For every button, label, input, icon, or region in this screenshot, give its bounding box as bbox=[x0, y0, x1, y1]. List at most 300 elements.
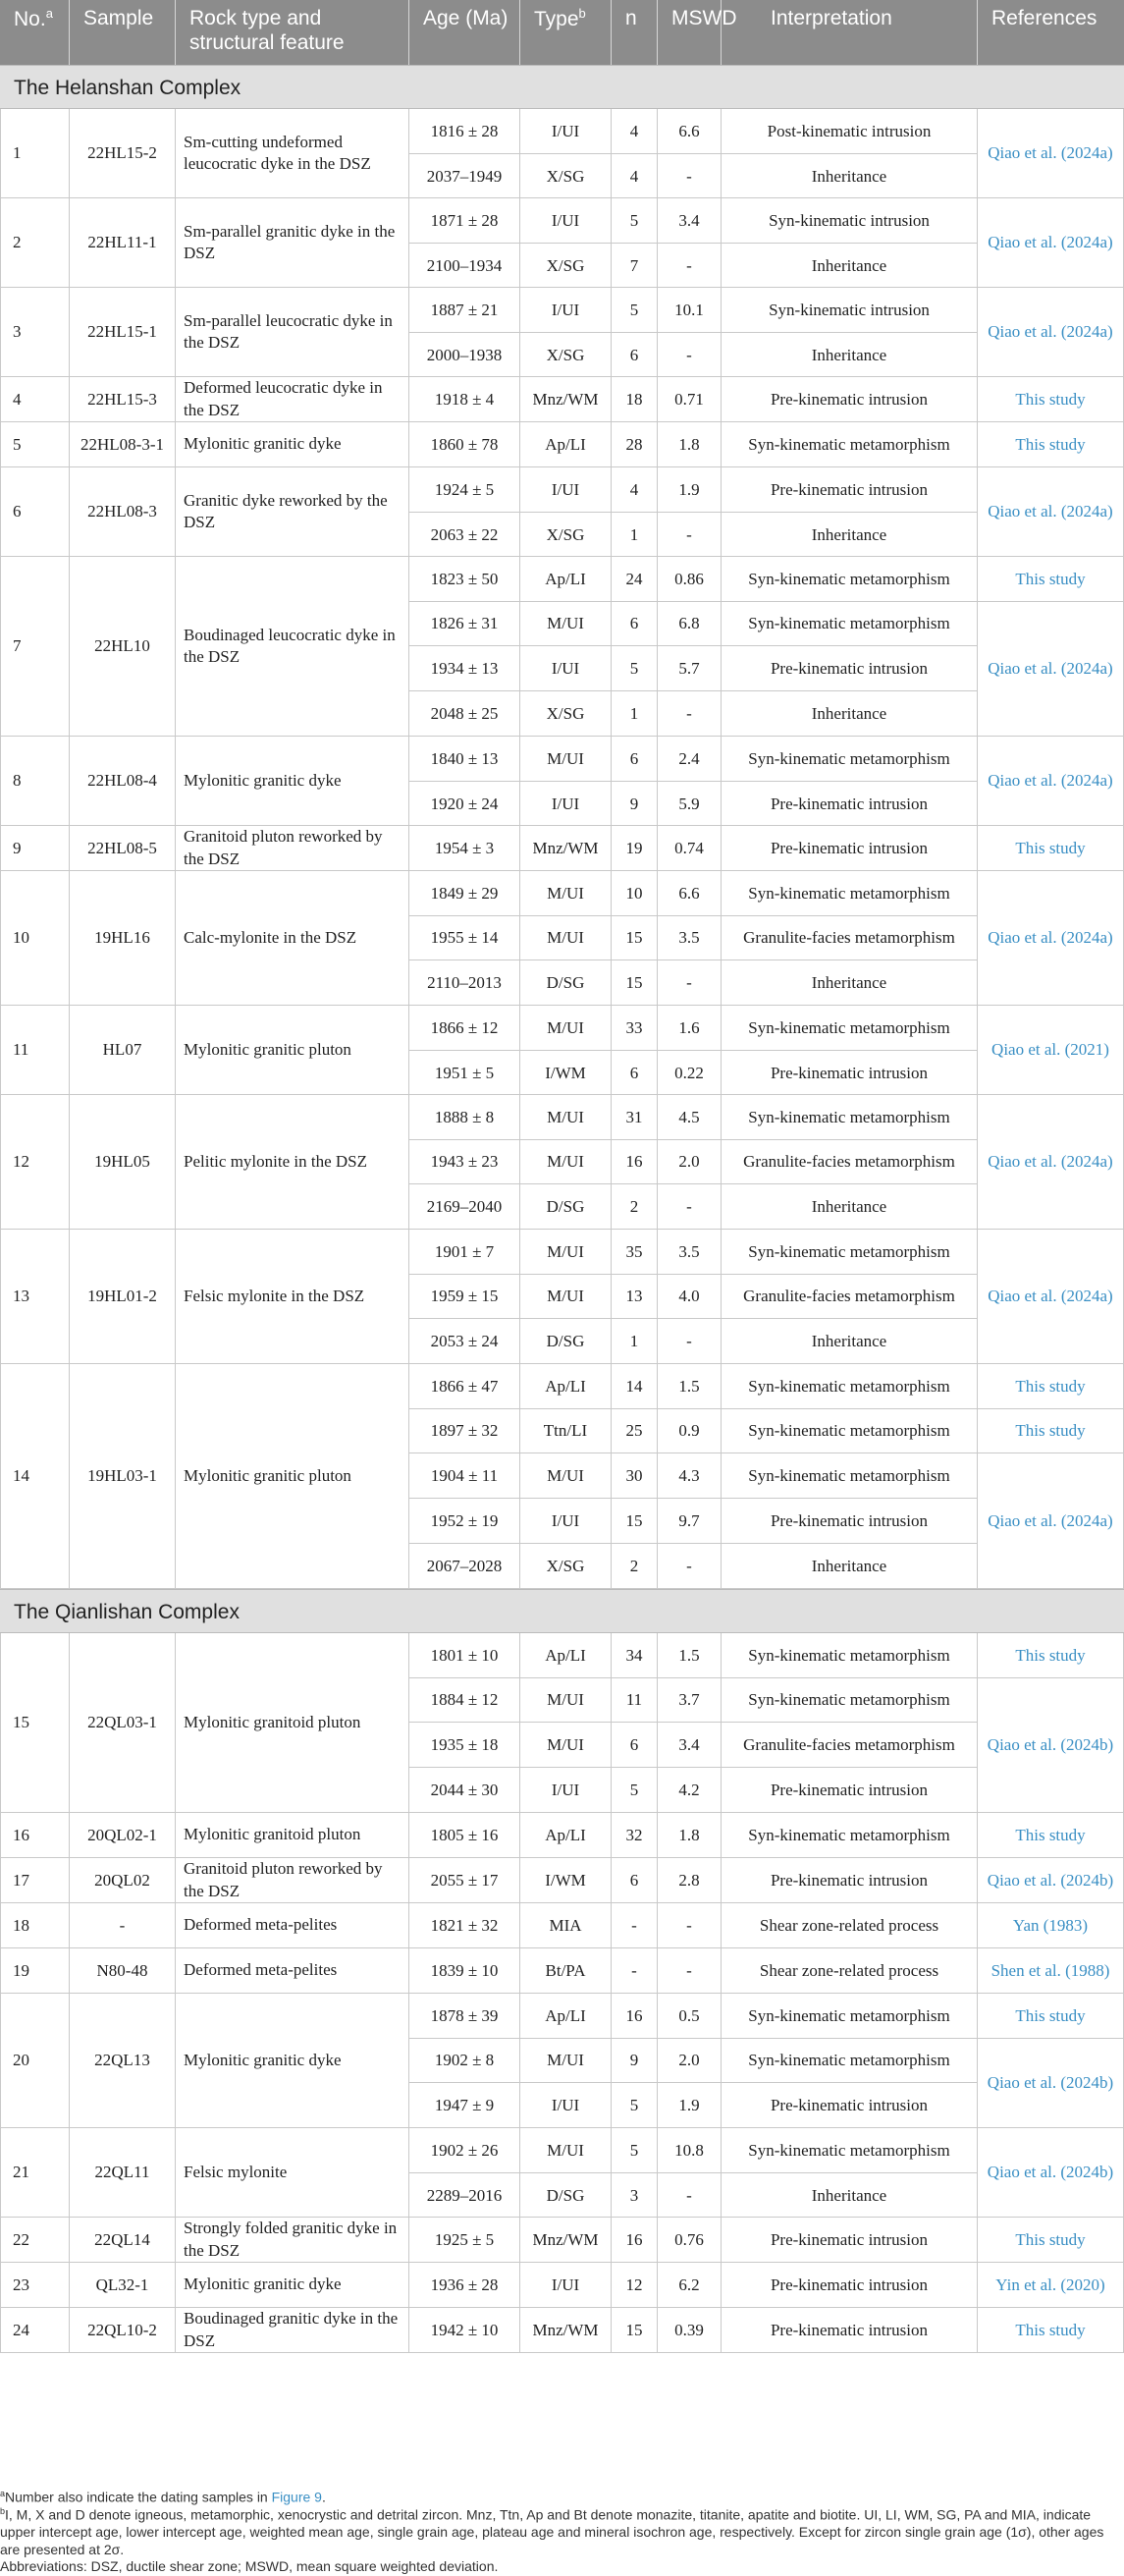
dating-type: Ap/LI bbox=[520, 1813, 612, 1858]
table-row bbox=[0, 1994, 1124, 2128]
footnote-a-text: Number also indicate the dating samples in bbox=[5, 2489, 272, 2505]
analysis-count: 5 bbox=[612, 646, 658, 690]
age-row bbox=[409, 1813, 978, 1858]
sample-number: 3 bbox=[0, 288, 70, 376]
age-row bbox=[409, 1006, 978, 1051]
dating-type: Ap/LI bbox=[520, 1364, 612, 1408]
interpretation: Inheritance bbox=[722, 154, 978, 198]
age-value: 2053 ± 24 bbox=[409, 1319, 520, 1364]
sample-number: 5 bbox=[0, 422, 70, 466]
table-row bbox=[0, 377, 1124, 422]
dating-type: M/UI bbox=[520, 1230, 612, 1274]
age-value: 2055 ± 17 bbox=[409, 1858, 520, 1903]
age-value: 2100–1934 bbox=[409, 244, 520, 288]
mswd-value: - bbox=[658, 960, 722, 1006]
interpretation: Pre-kinematic intrusion bbox=[722, 1858, 978, 1903]
sample-number: 11 bbox=[0, 1006, 70, 1094]
mswd-value: - bbox=[658, 1903, 722, 1948]
reference-link[interactable]: Yan (1983) bbox=[1012, 1915, 1089, 1935]
age-row bbox=[409, 2218, 978, 2263]
header-references: References bbox=[991, 7, 1097, 29]
references-cell bbox=[978, 737, 1124, 825]
interpretation: Pre-kinematic intrusion bbox=[722, 2083, 978, 2128]
table-row bbox=[0, 109, 1124, 198]
age-row bbox=[409, 1095, 978, 1140]
sample-number: 24 bbox=[0, 2308, 70, 2352]
dating-type: Mnz/WM bbox=[520, 2218, 612, 2263]
analysis-count: 34 bbox=[612, 1633, 658, 1677]
interpretation: Pre-kinematic intrusion bbox=[722, 1499, 978, 1543]
age-row bbox=[409, 2173, 978, 2218]
references-cell bbox=[978, 2128, 1124, 2217]
age-value: 2063 ± 22 bbox=[409, 513, 520, 557]
analysis-count: 15 bbox=[612, 916, 658, 959]
table-row bbox=[0, 2218, 1124, 2263]
age-row bbox=[409, 826, 978, 871]
sample-id: 19HL16 bbox=[70, 871, 176, 1005]
dating-type: D/SG bbox=[520, 1319, 612, 1364]
reference-link[interactable]: This study bbox=[978, 1364, 1123, 1409]
rock-type: Boudinaged leucocratic dyke in the DSZ bbox=[176, 557, 409, 736]
dating-type: I/UI bbox=[520, 1499, 612, 1543]
dating-type: I/UI bbox=[520, 782, 612, 826]
reference-link[interactable]: This study bbox=[1015, 2320, 1086, 2339]
mswd-value: 3.7 bbox=[658, 1678, 722, 1722]
sample-id: 22HL11-1 bbox=[70, 198, 176, 287]
age-value: 1952 ± 19 bbox=[409, 1499, 520, 1543]
reference-link[interactable]: This study bbox=[1015, 838, 1086, 857]
analysis-count: 5 bbox=[612, 198, 658, 243]
analysis-count: 4 bbox=[612, 154, 658, 198]
dating-type: M/UI bbox=[520, 1006, 612, 1050]
age-row bbox=[409, 1140, 978, 1184]
dating-type: MIA bbox=[520, 1903, 612, 1948]
dating-type: M/UI bbox=[520, 1453, 612, 1498]
mswd-value: 3.4 bbox=[658, 198, 722, 243]
mswd-value: 1.8 bbox=[658, 1813, 722, 1858]
mswd-value: - bbox=[658, 154, 722, 198]
age-row bbox=[409, 602, 978, 646]
reference-link[interactable]: Qiao et al. (2024a) bbox=[988, 928, 1113, 947]
sample-id: 22HL15-1 bbox=[70, 288, 176, 376]
mswd-value: 6.6 bbox=[658, 871, 722, 915]
age-value: 1943 ± 23 bbox=[409, 1140, 520, 1183]
reference-link[interactable]: This study bbox=[1015, 2229, 1086, 2249]
age-value: 1887 ± 21 bbox=[409, 288, 520, 332]
age-row bbox=[409, 1903, 978, 1948]
age-row bbox=[409, 2039, 978, 2083]
analysis-count: 13 bbox=[612, 1275, 658, 1318]
footnote-a-mark: a bbox=[0, 2489, 6, 2498]
reference-link[interactable]: This study bbox=[1015, 389, 1086, 409]
reference-link[interactable]: Qiao et al. (2024a) bbox=[988, 771, 1113, 790]
age-row bbox=[409, 1499, 978, 1544]
reference-link[interactable]: Qiao et al. (2024a) bbox=[988, 322, 1113, 341]
interpretation: Inheritance bbox=[722, 244, 978, 288]
mswd-value: 3.5 bbox=[658, 916, 722, 959]
age-row bbox=[409, 2308, 978, 2353]
reference-link[interactable]: Qiao et al. (2024a) bbox=[988, 659, 1113, 678]
dating-type: M/UI bbox=[520, 2039, 612, 2082]
analysis-count: 5 bbox=[612, 2083, 658, 2128]
references-cell bbox=[978, 1813, 1124, 1857]
dating-type: I/UI bbox=[520, 646, 612, 690]
interpretation: Syn-kinematic intrusion bbox=[722, 288, 978, 332]
interpretation: Inheritance bbox=[722, 960, 978, 1006]
age-value: 1936 ± 28 bbox=[409, 2263, 520, 2308]
analysis-count: 5 bbox=[612, 2128, 658, 2172]
dating-type: M/UI bbox=[520, 737, 612, 781]
table-row bbox=[0, 1903, 1124, 1948]
mswd-value: 4.0 bbox=[658, 1275, 722, 1318]
age-row bbox=[409, 2263, 978, 2308]
sample-id: 22HL08-5 bbox=[70, 826, 176, 870]
rock-type: Granitoid pluton reworked by the DSZ bbox=[176, 826, 409, 870]
interpretation: Inheritance bbox=[722, 1319, 978, 1364]
reference-link[interactable]: Qiao et al. (2024a) bbox=[988, 502, 1113, 521]
rock-type: Mylonitic granitoid pluton bbox=[176, 1633, 409, 1812]
sample-id: QL32-1 bbox=[70, 2263, 176, 2307]
reference-link[interactable]: Qiao et al. (2024a) bbox=[988, 1152, 1113, 1171]
analysis-count: 2 bbox=[612, 1184, 658, 1230]
dating-type: D/SG bbox=[520, 2173, 612, 2218]
age-value: 2044 ± 30 bbox=[409, 1768, 520, 1813]
age-value: 1918 ± 4 bbox=[409, 377, 520, 422]
interpretation: Inheritance bbox=[722, 2173, 978, 2218]
analysis-count: 33 bbox=[612, 1006, 658, 1050]
age-row bbox=[409, 1768, 978, 1813]
age-value: 1951 ± 5 bbox=[409, 1051, 520, 1095]
analysis-count: 6 bbox=[612, 333, 658, 377]
age-value: 1871 ± 28 bbox=[409, 198, 520, 243]
table-row bbox=[0, 1230, 1124, 1364]
interpretation: Syn-kinematic metamorphism bbox=[722, 1994, 978, 2038]
reference-link[interactable]: This study bbox=[978, 1409, 1123, 1453]
interpretation: Pre-kinematic intrusion bbox=[722, 377, 978, 422]
header-type bbox=[520, 0, 612, 65]
references-cell bbox=[978, 377, 1124, 421]
footnote-b-mark: b bbox=[0, 2506, 6, 2517]
header-no bbox=[0, 0, 70, 65]
reference-link[interactable]: Shen et al. (1988) bbox=[990, 1960, 1110, 1980]
reference-link[interactable]: Yin et al. (2020) bbox=[995, 2275, 1105, 2294]
table-row bbox=[0, 1858, 1124, 1903]
mswd-value: 5.7 bbox=[658, 646, 722, 690]
age-row bbox=[409, 1275, 978, 1319]
dating-type: D/SG bbox=[520, 960, 612, 1006]
sample-number: 1 bbox=[0, 109, 70, 197]
analysis-count: 35 bbox=[612, 1230, 658, 1274]
analysis-count: 19 bbox=[612, 826, 658, 871]
sample-number: 14 bbox=[0, 1364, 70, 1588]
references-cell bbox=[978, 467, 1124, 556]
interpretation: Syn-kinematic metamorphism bbox=[722, 1813, 978, 1858]
references-cell bbox=[978, 557, 1124, 736]
interpretation: Syn-kinematic metamorphism bbox=[722, 1409, 978, 1452]
mswd-value: - bbox=[658, 1184, 722, 1230]
age-value: 1942 ± 10 bbox=[409, 2308, 520, 2353]
analysis-count: 6 bbox=[612, 1723, 658, 1767]
references-cell bbox=[978, 1006, 1124, 1094]
reference-link[interactable]: This study bbox=[978, 1633, 1123, 1678]
dating-type: M/UI bbox=[520, 1723, 612, 1767]
sample-id: 22QL14 bbox=[70, 2218, 176, 2262]
sample-id: 19HL05 bbox=[70, 1095, 176, 1229]
age-row bbox=[409, 154, 978, 198]
rock-type: Mylonitic granitic dyke bbox=[176, 737, 409, 825]
rock-type: Sm-cutting undeformed leucocratic dyke in the DSZ bbox=[176, 109, 409, 197]
age-row bbox=[409, 198, 978, 244]
rock-type: Mylonitic granitic dyke bbox=[176, 422, 409, 466]
analysis-count: - bbox=[612, 1948, 658, 1994]
interpretation: Pre-kinematic intrusion bbox=[722, 1051, 978, 1095]
analysis-count: 3 bbox=[612, 2173, 658, 2218]
references-cell bbox=[978, 2308, 1124, 2352]
mswd-value: 2.0 bbox=[658, 2039, 722, 2082]
dating-type: I/UI bbox=[520, 2083, 612, 2128]
analysis-count: 1 bbox=[612, 1319, 658, 1364]
reference-link[interactable]: Qiao et al. (2024b) bbox=[987, 2163, 1114, 2181]
mswd-value: 9.7 bbox=[658, 1499, 722, 1543]
age-value: 1947 ± 9 bbox=[409, 2083, 520, 2128]
header-type-label: Type bbox=[534, 8, 579, 30]
reference-link[interactable]: This study bbox=[978, 557, 1123, 602]
age-row bbox=[409, 691, 978, 737]
reference-link[interactable]: Qiao et al. (2024b) bbox=[987, 2073, 1114, 2092]
references-cell bbox=[978, 1364, 1124, 1588]
interpretation: Pre-kinematic intrusion bbox=[722, 2218, 978, 2263]
mswd-value: - bbox=[658, 1544, 722, 1589]
rock-type: Mylonitic granitic pluton bbox=[176, 1006, 409, 1094]
table-header bbox=[0, 0, 1124, 65]
age-row bbox=[409, 109, 978, 154]
header-no-sup: a bbox=[45, 6, 53, 21]
mswd-value: 1.9 bbox=[658, 2083, 722, 2128]
interpretation: Pre-kinematic intrusion bbox=[722, 1768, 978, 1813]
dating-type: M/UI bbox=[520, 602, 612, 645]
interpretation: Shear zone-related process bbox=[722, 1903, 978, 1948]
table-row bbox=[0, 1948, 1124, 1994]
dating-type: Ap/LI bbox=[520, 1994, 612, 2038]
age-row bbox=[409, 871, 978, 916]
interpretation: Syn-kinematic metamorphism bbox=[722, 737, 978, 781]
interpretation: Pre-kinematic intrusion bbox=[722, 782, 978, 826]
age-value: 1920 ± 24 bbox=[409, 782, 520, 826]
mswd-value: 4.2 bbox=[658, 1768, 722, 1813]
dating-type: I/WM bbox=[520, 1858, 612, 1903]
dating-type: Mnz/WM bbox=[520, 2308, 612, 2353]
reference-link[interactable]: Qiao et al. (2024a) bbox=[988, 143, 1113, 162]
mswd-value: - bbox=[658, 244, 722, 288]
age-row bbox=[409, 916, 978, 960]
footnotes bbox=[0, 2489, 1124, 2576]
table-row bbox=[0, 2308, 1124, 2353]
mswd-value: 1.9 bbox=[658, 467, 722, 512]
age-row bbox=[409, 1858, 978, 1903]
mswd-value: 3.5 bbox=[658, 1230, 722, 1274]
dating-type: D/SG bbox=[520, 1184, 612, 1230]
dating-type: X/SG bbox=[520, 333, 612, 377]
header-n: n bbox=[612, 0, 658, 65]
dating-type: I/UI bbox=[520, 288, 612, 332]
reference-link[interactable]: Qiao et al. (2024a) bbox=[988, 233, 1113, 251]
dating-type: X/SG bbox=[520, 513, 612, 557]
age-value: 1878 ± 39 bbox=[409, 1994, 520, 2038]
sample-number: 13 bbox=[0, 1230, 70, 1363]
table-row bbox=[0, 2128, 1124, 2218]
age-row bbox=[409, 1544, 978, 1589]
mswd-value: 10.1 bbox=[658, 288, 722, 332]
analysis-count: 6 bbox=[612, 737, 658, 781]
age-row bbox=[409, 1453, 978, 1499]
rock-type: Felsic mylonite in the DSZ bbox=[176, 1230, 409, 1363]
analysis-count: 16 bbox=[612, 1140, 658, 1183]
interpretation: Granulite-facies metamorphism bbox=[722, 1723, 978, 1767]
references-cell bbox=[978, 2263, 1124, 2307]
references-cell bbox=[978, 2218, 1124, 2262]
mswd-value: 1.8 bbox=[658, 422, 722, 467]
sample-id: - bbox=[70, 1903, 176, 1947]
sample-number: 15 bbox=[0, 1633, 70, 1812]
interpretation: Syn-kinematic metamorphism bbox=[722, 1364, 978, 1408]
dating-type: M/UI bbox=[520, 1095, 612, 1139]
analysis-count: 1 bbox=[612, 513, 658, 557]
table-row bbox=[0, 288, 1124, 377]
dating-type: Ap/LI bbox=[520, 557, 612, 601]
sample-number: 10 bbox=[0, 871, 70, 1005]
mswd-value: 0.74 bbox=[658, 826, 722, 871]
interpretation: Pre-kinematic intrusion bbox=[722, 467, 978, 512]
figure-link[interactable]: Figure 9 bbox=[271, 2489, 322, 2505]
dating-type: M/UI bbox=[520, 2128, 612, 2172]
sample-id: 19HL01-2 bbox=[70, 1230, 176, 1363]
dating-type: Ap/LI bbox=[520, 422, 612, 467]
analysis-count: 16 bbox=[612, 1994, 658, 2038]
mswd-value: - bbox=[658, 691, 722, 737]
analysis-count: 5 bbox=[612, 288, 658, 332]
age-value: 1816 ± 28 bbox=[409, 109, 520, 153]
table-row bbox=[0, 422, 1124, 467]
reference-link[interactable]: This study bbox=[978, 1994, 1123, 2039]
interpretation: Shear zone-related process bbox=[722, 1948, 978, 1994]
mswd-value: 6.8 bbox=[658, 602, 722, 645]
rock-type: Granitic dyke reworked by the DSZ bbox=[176, 467, 409, 556]
analysis-count: 28 bbox=[612, 422, 658, 467]
age-value: 1840 ± 13 bbox=[409, 737, 520, 781]
analysis-count: 4 bbox=[612, 467, 658, 512]
sample-number: 12 bbox=[0, 1095, 70, 1229]
age-value: 2169–2040 bbox=[409, 1184, 520, 1230]
mswd-value: 1.5 bbox=[658, 1633, 722, 1677]
dating-type: Ap/LI bbox=[520, 1633, 612, 1677]
table-row bbox=[0, 198, 1124, 288]
analysis-count: 10 bbox=[612, 871, 658, 915]
sample-id: 22HL10 bbox=[70, 557, 176, 736]
references-cell bbox=[978, 109, 1124, 197]
references-cell bbox=[978, 1230, 1124, 1363]
age-value: 1805 ± 16 bbox=[409, 1813, 520, 1858]
table-row bbox=[0, 1364, 1124, 1589]
age-value: 1849 ± 29 bbox=[409, 871, 520, 915]
header-interpretation: Interpretation bbox=[722, 0, 978, 65]
footnote-a-end: . bbox=[321, 2489, 326, 2505]
age-row bbox=[409, 1051, 978, 1095]
reference-link[interactable]: Qiao et al. (2024a) bbox=[988, 1510, 1113, 1530]
interpretation: Syn-kinematic intrusion bbox=[722, 198, 978, 243]
interpretation: Syn-kinematic metamorphism bbox=[722, 1678, 978, 1722]
references-cell bbox=[978, 826, 1124, 870]
analysis-count: 5 bbox=[612, 1768, 658, 1813]
interpretation: Syn-kinematic metamorphism bbox=[722, 1006, 978, 1050]
reference-link[interactable]: Qiao et al. (2024b) bbox=[987, 1735, 1114, 1754]
age-row bbox=[409, 1409, 978, 1453]
age-row bbox=[409, 333, 978, 377]
mswd-value: 4.5 bbox=[658, 1095, 722, 1139]
age-value: 1904 ± 11 bbox=[409, 1453, 520, 1498]
sample-number: 2 bbox=[0, 198, 70, 287]
age-value: 1823 ± 50 bbox=[409, 557, 520, 601]
reference-link[interactable]: Qiao et al. (2021) bbox=[991, 1040, 1109, 1059]
age-row bbox=[409, 288, 978, 333]
header-mswd: MSWD bbox=[658, 0, 722, 65]
sample-number: 19 bbox=[0, 1948, 70, 1993]
interpretation: Pre-kinematic intrusion bbox=[722, 646, 978, 690]
interpretation: Granulite-facies metamorphism bbox=[722, 1275, 978, 1318]
references-cell bbox=[978, 198, 1124, 287]
mswd-value: 0.39 bbox=[658, 2308, 722, 2353]
interpretation: Inheritance bbox=[722, 1544, 978, 1589]
analysis-count: 30 bbox=[612, 1453, 658, 1498]
analysis-count: 15 bbox=[612, 960, 658, 1006]
dating-type: I/UI bbox=[520, 198, 612, 243]
interpretation: Syn-kinematic metamorphism bbox=[722, 1633, 978, 1677]
table-row bbox=[0, 1095, 1124, 1230]
dating-type: Mnz/WM bbox=[520, 826, 612, 871]
rock-type: Mylonitic granitoid pluton bbox=[176, 1813, 409, 1857]
interpretation: Granulite-facies metamorphism bbox=[722, 916, 978, 959]
interpretation: Syn-kinematic metamorphism bbox=[722, 2039, 978, 2082]
age-value: 1902 ± 8 bbox=[409, 2039, 520, 2082]
reference-link[interactable]: This study bbox=[1015, 434, 1086, 454]
sample-number: 7 bbox=[0, 557, 70, 736]
sample-number: 4 bbox=[0, 377, 70, 421]
sample-number: 16 bbox=[0, 1813, 70, 1857]
header-type-sup: b bbox=[578, 6, 586, 21]
age-row bbox=[409, 960, 978, 1006]
dating-type: I/UI bbox=[520, 2263, 612, 2308]
sample-number: 17 bbox=[0, 1858, 70, 1902]
age-row bbox=[409, 422, 978, 467]
reference-link[interactable]: Qiao et al. (2024a) bbox=[988, 1287, 1113, 1305]
table-row bbox=[0, 2263, 1124, 2308]
analysis-count: 9 bbox=[612, 782, 658, 826]
analysis-count: 6 bbox=[612, 1051, 658, 1095]
sample-id: 22QL10-2 bbox=[70, 2308, 176, 2352]
sample-id: N80-48 bbox=[70, 1948, 176, 1993]
mswd-value: 6.2 bbox=[658, 2263, 722, 2308]
sample-number: 18 bbox=[0, 1903, 70, 1947]
rock-type: Deformed meta-pelites bbox=[176, 1948, 409, 1993]
rock-type: Mylonitic granitic pluton bbox=[176, 1364, 409, 1588]
dating-type: I/UI bbox=[520, 467, 612, 512]
table-row bbox=[0, 1813, 1124, 1858]
interpretation: Syn-kinematic metamorphism bbox=[722, 871, 978, 915]
dating-type: Ttn/LI bbox=[520, 1409, 612, 1452]
reference-link[interactable]: Qiao et al. (2024b) bbox=[987, 1870, 1114, 1890]
dating-type: I/WM bbox=[520, 1051, 612, 1095]
sample-number: 22 bbox=[0, 2218, 70, 2262]
reference-link[interactable]: This study bbox=[1015, 1825, 1086, 1844]
